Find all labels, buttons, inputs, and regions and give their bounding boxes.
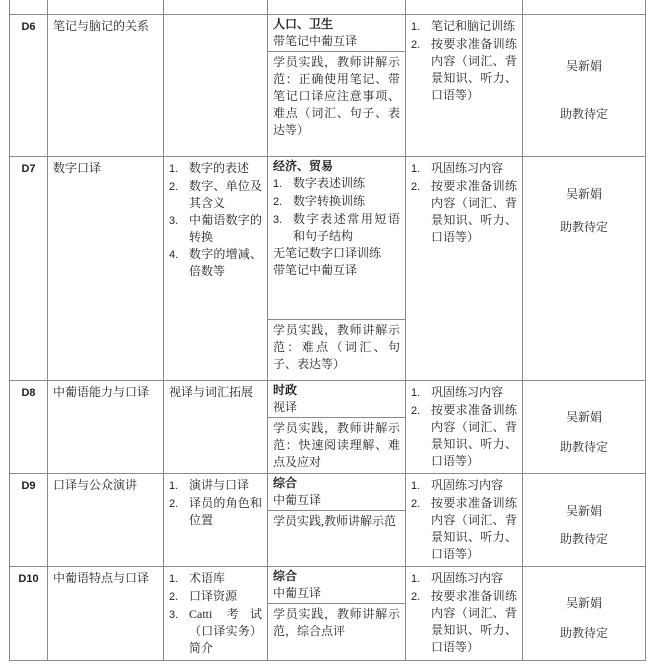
content-line: 带笔记中葡互译 — [273, 263, 358, 277]
list-item: 巩固练习内容 — [431, 161, 504, 175]
content-header: 时政 — [273, 383, 298, 397]
list-item: 按要求准备训练内容（词汇、背景知识、听力、口语等） — [431, 37, 517, 102]
teacher-cell — [523, 567, 645, 660]
content-line: 中葡互译 — [273, 586, 322, 600]
content-header: 人口、卫生 — [273, 17, 334, 31]
content-header: 经济、贸易 — [273, 159, 334, 173]
list-item: Catti 考试（口译实务）简介 — [189, 607, 262, 655]
content-cell — [268, 15, 406, 156]
list-item: 演讲与口译 — [189, 478, 250, 492]
training-cell — [406, 474, 523, 566]
list-item: 数字的增减、倍数等 — [189, 247, 262, 278]
assistant-name: 助教待定 — [559, 220, 608, 234]
content-top — [268, 15, 405, 52]
content-bottom: 学员实践，教师讲解示范：快速阅读理解、难点及应对 — [273, 421, 400, 469]
topic-cell: 中葡语能力与口译 — [48, 381, 164, 473]
assistant-name: 助教待定 — [559, 626, 608, 640]
content-bottom: 学员实践，教师讲解示范，综合点评 — [273, 607, 400, 638]
teacher-cell — [523, 157, 645, 380]
list-item: 巩固练习内容 — [431, 571, 504, 585]
list-item: 术语库 — [189, 571, 226, 585]
teacher-cell — [523, 381, 645, 473]
list-item: 按要求准备训练内容（词汇、背景知识、听力、口语等） — [431, 589, 517, 654]
subtopics-cell — [164, 157, 268, 380]
list-item: 巩固练习内容 — [431, 385, 504, 399]
content-header: 综合 — [273, 476, 298, 490]
training-cell — [406, 381, 523, 473]
content-header: 综合 — [273, 569, 298, 583]
training-cell — [406, 567, 523, 660]
teacher-cell — [523, 15, 645, 156]
cropped-row-stub — [10, 0, 645, 14]
teacher-name: 吴新娟 — [565, 59, 602, 73]
session-id: D8 — [10, 381, 48, 473]
subtopics-cell: 视译与词汇拓展 — [164, 381, 268, 473]
content-line: 视译 — [273, 400, 298, 414]
table-row — [10, 473, 645, 566]
list-item: 中葡语数字的转换 — [189, 213, 262, 244]
content-cell — [268, 381, 406, 473]
list-item: 数字表述常用短语和句子结构 — [293, 212, 400, 243]
session-id: D6 — [10, 15, 48, 156]
list-item: 数字的表述 — [189, 161, 250, 175]
teacher-name: 吴新娟 — [565, 410, 602, 424]
topic-cell: 中葡语特点与口译 — [48, 567, 164, 660]
course-schedule-table — [9, 0, 646, 661]
table-row — [10, 14, 645, 156]
list-item: 数字表述训练 — [293, 176, 366, 190]
teacher-name: 吴新娟 — [565, 596, 602, 610]
content-line: 带笔记中葡互译 — [273, 34, 358, 48]
topic-cell: 笔记与脑记的关系 — [48, 15, 164, 156]
table-row — [10, 156, 645, 380]
training-cell — [406, 157, 523, 380]
subtopics-cell — [164, 567, 268, 660]
assistant-name: 助教待定 — [559, 107, 608, 121]
session-id: D9 — [10, 474, 48, 566]
content-top — [268, 567, 405, 604]
training-cell — [406, 15, 523, 156]
list-item: 按要求准备训练内容（词汇、背景知识、听力、口语等） — [431, 403, 517, 468]
list-item: 巩固练习内容 — [431, 478, 504, 492]
list-item: 数字、单位及其含义 — [189, 179, 262, 210]
list-item: 数字转换训练 — [293, 194, 366, 208]
content-line: 无笔记数字口译训练 — [273, 246, 382, 260]
table-row — [10, 566, 645, 660]
session-id: D10 — [10, 567, 48, 660]
table-row — [10, 380, 645, 473]
assistant-name: 助教待定 — [559, 440, 608, 454]
content-bottom: 学员实践，教师讲解示范：正确使用笔记、带笔记口译应注意事项、难点（词汇、句子、表达等） — [273, 55, 400, 137]
list-item: 译员的角色和位置 — [189, 496, 262, 527]
topic-cell: 口译与公众演讲 — [48, 474, 164, 566]
teacher-cell — [523, 474, 645, 566]
teacher-name: 吴新娟 — [565, 504, 602, 518]
assistant-name: 助教待定 — [559, 532, 608, 546]
subtopics-cell — [164, 474, 268, 566]
teacher-name: 吴新娟 — [565, 187, 602, 201]
content-top — [268, 157, 405, 320]
content-cell — [268, 474, 406, 566]
content-bottom: 学员实践,教师讲解示范 — [273, 514, 397, 528]
content-line: 中葡互译 — [273, 493, 322, 507]
content-top — [268, 474, 405, 511]
content-cell — [268, 567, 406, 660]
list-item: 按要求准备训练内容（词汇、背景知识、听力、口语等） — [431, 496, 517, 561]
content-cell — [268, 157, 406, 380]
subtopics-cell — [164, 15, 268, 156]
list-item: 笔记和脑记训练 — [431, 19, 516, 33]
content-top — [268, 381, 405, 418]
list-item: 按要求准备训练内容（词汇、背景知识、听力、口语等） — [431, 179, 517, 244]
list-item: 口译资源 — [189, 589, 238, 603]
content-bottom: 学员实践，教师讲解示范：难点（词汇、句子、表达等） — [273, 323, 400, 371]
topic-cell: 数字口译 — [48, 157, 164, 380]
session-id: D7 — [10, 157, 48, 380]
